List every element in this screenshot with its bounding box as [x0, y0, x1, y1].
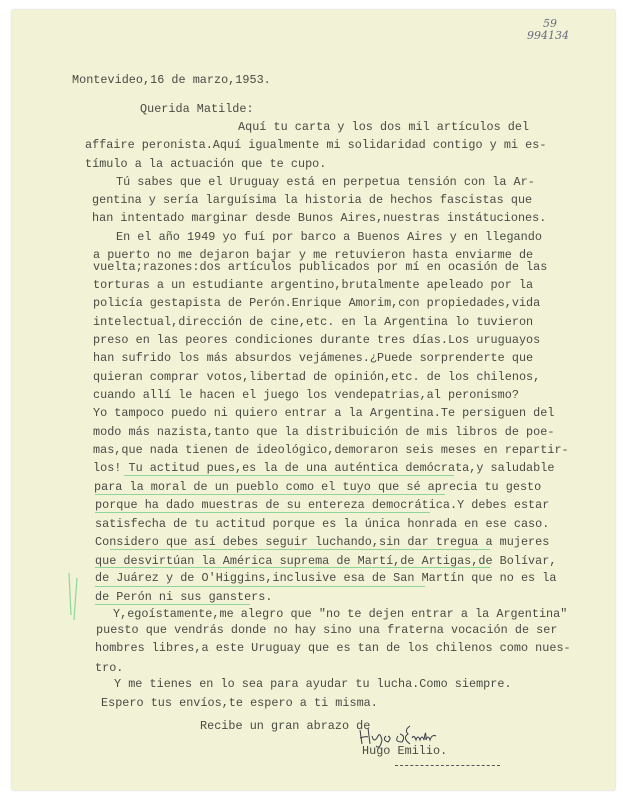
letter-line: torturas a un estudiante argentino,brutalmente apeleado por la	[93, 278, 534, 292]
letter-line: Considero que así debes seguir luchando,sin dar tregua a mujeres	[95, 535, 550, 549]
letter-line: porque ha dado muestras de su entereza democrática.Y debes estar	[95, 498, 550, 512]
typed-signature: Hugo Emilio.	[362, 744, 448, 758]
green-underline	[110, 549, 490, 550]
salutation: Querida Matilde:	[140, 102, 254, 116]
green-underline	[95, 567, 490, 568]
letter-line: a puerto no me dejaron bajar y me retuvieron hasta enviarme de	[93, 248, 534, 262]
letter-line: Y me tienes en lo sea para ayudar tu lucha.Como siempre.	[114, 677, 512, 691]
archive-folio-number: 59	[543, 17, 557, 30]
signature-line	[395, 765, 500, 766]
letter-line: que desvirtúan la América suprema de Martí,de Artigas,de Bolívar,	[95, 554, 557, 568]
letter-line: intelectual,dirección de cine,etc. en la Argentina lo tuvieron	[93, 315, 534, 329]
closing: Recibe un gran abrazo de	[200, 719, 371, 733]
letter-line: tro.	[95, 661, 124, 675]
green-underline	[95, 586, 425, 587]
letter-line: Espero tus envíos,te espero a ti misma.	[101, 696, 378, 710]
letter-line: gentina y sería larguísima la historia de hechos fascistas que	[92, 193, 533, 207]
letter-line: satisfecha de tu actitud porque es la única honrada en ese caso.	[95, 517, 550, 531]
margin-mark	[66, 570, 82, 625]
letter-line: modo más nazista,tanto que la distribuición de mis libros de poe-	[93, 425, 555, 439]
letter-line: Tú sabes que el Uruguay está en perpetua tensión con la Ar-	[116, 175, 535, 189]
letter-line: En el año 1949 yo fuí por barco a Buenos Aires y en llegando	[116, 230, 542, 244]
letter-line: vuelta;razones:dos artículos publicados por mí en ocasión de las	[93, 260, 548, 274]
place-date: Montevideo,16 de marzo,1953.	[72, 73, 271, 87]
letter-line: Yo tampoco puedo ni quiero entrar a la Argentina.Te persiguen del	[93, 406, 555, 420]
green-underline	[95, 512, 430, 513]
letter-line: han sufrido los más absurdos vejámenes.¿Puede sorprenderte que	[93, 351, 534, 365]
letter-line: policía gestapista de Perón.Enrique Amorim,con propiedades,vida	[93, 296, 541, 310]
green-underline	[95, 494, 445, 495]
letter-line: han intentado marginar desde Bunos Aires,nuestras instátuciones.	[92, 211, 547, 225]
letter-line: quieran comprar votos,libertad de opinión,etc. de los chilenos,	[93, 370, 541, 384]
letter-line: puesto que vendrás donde no hay sino una fraterna vocación de ser	[96, 623, 558, 637]
letter-line: hombres libres,a este Uruguay que es tan de los chilenos como nues-	[95, 641, 571, 655]
letter-line: de Perón ni sus gansters.	[95, 590, 273, 604]
letter-line: preso en las peores condiciones durante tres días.Los uruguayos	[93, 333, 541, 347]
letter-line: Y,egoístamente,me alegro que "no te dejen entrar a la Argentina"	[113, 607, 568, 621]
green-underline	[124, 475, 454, 476]
letter-line: los! Tu actitud pues,es la de una auténtica demócrata,y saludable	[93, 461, 555, 475]
letter-line: cuando allí le hacen el juego los vendepatrias,al peronismo?	[93, 388, 519, 402]
letter-line: de Juárez y de O'Higgins,inclusive esa de San Martín que no es la	[95, 571, 557, 585]
archive-code: 994134	[527, 29, 569, 42]
letter-line: mas,que nada tienen de ideológico,demoraron seis meses en repartir-	[93, 443, 569, 457]
letter-line: Aquí tu carta y los dos mil artículos del	[238, 120, 530, 134]
green-underline	[95, 604, 250, 605]
letter-line: affaire peronista.Aquí igualmente mi solidaridad contigo y mi es-	[85, 138, 547, 152]
letter-line: para la moral de un pueblo como el tuyo que sé aprecia tu gesto	[94, 480, 542, 494]
letter-line: tímulo a la actuación que te cupo.	[85, 157, 327, 171]
